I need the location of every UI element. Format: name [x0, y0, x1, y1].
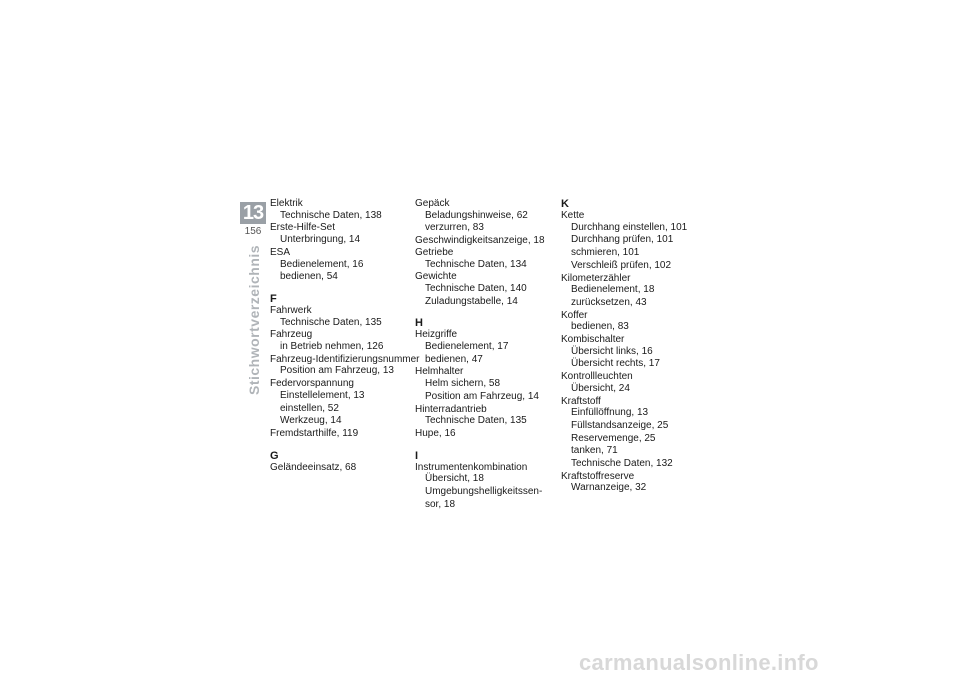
index-subentry: in Betrieb nehmen, 126	[280, 341, 384, 353]
index-entry	[415, 235, 565, 247]
index-term: Getriebe	[415, 246, 454, 258]
index-entry	[415, 366, 565, 402]
index-term: Kilometerzähler	[561, 272, 631, 284]
index-term: Kraftstoff	[561, 395, 601, 407]
index-letter-heading: K	[561, 198, 569, 210]
index-subentries	[270, 234, 420, 246]
index-term: Kontrollleuchten	[561, 371, 633, 383]
index-term: Gewichte	[415, 271, 457, 283]
index-section	[270, 293, 420, 440]
index-section	[270, 450, 420, 474]
index-subentries	[561, 321, 711, 333]
index-subentries	[415, 283, 565, 307]
index-subentry: Bedienelement, 18	[571, 284, 655, 296]
index-subentry: Position am Fahrzeug, 14	[425, 390, 539, 402]
index-subentry: Übersicht, 24	[571, 382, 630, 394]
index-subentry: zurücksetzen, 43	[571, 296, 647, 308]
index-subentries	[415, 210, 565, 234]
index-subentry: sor, 18	[425, 498, 456, 510]
index-entry	[561, 210, 711, 272]
index-entry	[561, 471, 711, 494]
index-section	[270, 198, 420, 283]
index-term: ESA	[270, 246, 291, 258]
section-side-title: Stichwortverzeichnis	[246, 244, 262, 395]
index-entry	[270, 378, 420, 427]
chapter-number: 13	[240, 202, 266, 224]
index-term: Federvorspannung	[270, 378, 354, 390]
index-subentry: Technische Daten, 134	[425, 258, 527, 270]
index-term: Gepäck	[415, 198, 450, 209]
index-subentries	[270, 365, 420, 377]
index-subentries	[270, 341, 420, 353]
index-letter-heading: I	[415, 449, 419, 462]
index-subentry: einstellen, 52	[280, 402, 339, 414]
index-subentry: bedienen, 47	[425, 353, 483, 365]
page-number: 156	[244, 226, 262, 237]
index-term: Fahrzeug	[270, 329, 313, 341]
index-subentries	[561, 222, 711, 272]
index-term: Kette	[561, 210, 585, 221]
index-term: Kombischalter	[561, 334, 625, 346]
index-term: Erste-Hilfe-Set	[270, 222, 336, 234]
index-column-3	[561, 198, 711, 495]
index-section	[415, 198, 565, 307]
index-subentries	[270, 390, 420, 427]
index-entry	[415, 247, 565, 270]
index-subentry: Technische Daten, 140	[425, 282, 527, 294]
index-subentry: Füllstandsanzeige, 25	[571, 419, 669, 431]
index-term: Geschwindigkeitsanzeige, 18	[415, 235, 545, 247]
index-entry	[415, 329, 565, 365]
index-letter-heading: G	[270, 449, 279, 462]
index-subentry: Übersicht rechts, 17	[571, 358, 660, 370]
index-subentry: Warnanzeige, 32	[571, 482, 647, 494]
index-subentry: verzurren, 83	[425, 222, 484, 234]
index-subentries	[270, 317, 420, 329]
index-entry	[270, 222, 420, 245]
index-term: Hinterradantrieb	[415, 403, 487, 415]
index-subentries	[270, 259, 420, 283]
index-subentry: Umgebungshelligkeitssen-	[425, 486, 543, 498]
index-subentries	[415, 259, 565, 271]
index-entry	[415, 428, 565, 440]
index-entry	[270, 198, 420, 221]
index-entry	[415, 404, 565, 427]
index-term: Instrumentenkombination	[415, 461, 528, 473]
index-letter-heading: F	[270, 292, 277, 305]
watermark: carmanualsonline.info	[579, 650, 819, 675]
index-subentry: Verschleiß prüfen, 102	[571, 259, 672, 271]
index-entry	[270, 305, 420, 328]
index-subentries	[561, 482, 711, 494]
index-subentries	[561, 346, 711, 370]
index-subentry: bedienen, 83	[571, 321, 629, 333]
index-subentry: Durchhang einstellen, 101	[571, 221, 688, 233]
index-term: Fahrwerk	[270, 304, 312, 316]
index-subentries	[561, 383, 711, 395]
index-subentries	[270, 210, 420, 222]
index-subentries	[561, 284, 711, 308]
index-entry	[561, 396, 711, 470]
index-term: Kraftstoffreserve	[561, 470, 635, 482]
index-subentry: Unterbringung, 14	[280, 234, 361, 246]
index-subentry: Technische Daten, 132	[571, 458, 673, 470]
index-letter-heading: H	[415, 317, 423, 330]
index-subentry: Einstellelement, 13	[280, 389, 365, 401]
index-subentry: Technische Daten, 135	[280, 316, 382, 328]
index-entry	[415, 271, 565, 307]
index-entry	[561, 334, 711, 370]
index-subentry: Übersicht, 18	[425, 473, 484, 485]
index-subentry: Beladungshinweise, 62	[425, 209, 528, 221]
index-subentry: Helm sichern, 58	[425, 378, 501, 390]
index-term: Heizgriffe	[415, 329, 458, 341]
index-term: Elektrik	[270, 198, 303, 209]
index-entry	[270, 247, 420, 283]
index-subentry: Reservemenge, 25	[571, 432, 656, 444]
index-entry	[270, 462, 420, 474]
index-subentry: tanken, 71	[571, 445, 618, 457]
index-subentry: Zuladungstabelle, 14	[425, 295, 518, 307]
index-subentries	[415, 378, 565, 402]
index-subentry: bedienen, 54	[280, 271, 338, 283]
index-subentry: Bedienelement, 17	[425, 341, 509, 353]
index-subentry: Durchhang prüfen, 101	[571, 234, 674, 246]
index-entry	[270, 329, 420, 352]
index-subentry: Bedienelement, 16	[280, 258, 364, 270]
index-subentries	[415, 415, 565, 427]
index-term: Hupe, 16	[415, 427, 456, 439]
index-subentry: Übersicht links, 16	[571, 345, 653, 357]
index-entry	[561, 310, 711, 333]
index-subentry: Position am Fahrzeug, 13	[280, 365, 394, 377]
index-subentry: Werkzeug, 14	[280, 415, 342, 427]
index-entry	[415, 198, 565, 234]
index-entry	[561, 371, 711, 394]
index-subentries	[415, 341, 565, 365]
index-section	[561, 198, 711, 494]
index-entry	[561, 273, 711, 309]
index-section	[415, 317, 565, 439]
index-subentry: Technische Daten, 135	[425, 415, 527, 427]
index-term: Fahrzeug-Identifizierungsnummer	[270, 353, 420, 365]
index-column-2	[415, 198, 565, 511]
index-term: Helmhalter	[415, 366, 464, 378]
index-entry	[415, 462, 565, 511]
index-section	[415, 450, 565, 511]
index-entry	[270, 354, 420, 377]
index-term: Fremdstarthilfe, 119	[270, 427, 359, 439]
index-term: Geländeeinsatz, 68	[270, 461, 357, 473]
index-subentries	[415, 473, 565, 510]
index-subentries	[561, 407, 711, 470]
index-column-1	[270, 198, 420, 473]
index-subentry: Technische Daten, 138	[280, 209, 382, 221]
index-term: Koffer	[561, 309, 588, 321]
index-subentry: Einfüllöffnung, 13	[571, 407, 649, 419]
index-entry	[270, 428, 420, 440]
index-subentry: schmieren, 101	[571, 247, 640, 259]
